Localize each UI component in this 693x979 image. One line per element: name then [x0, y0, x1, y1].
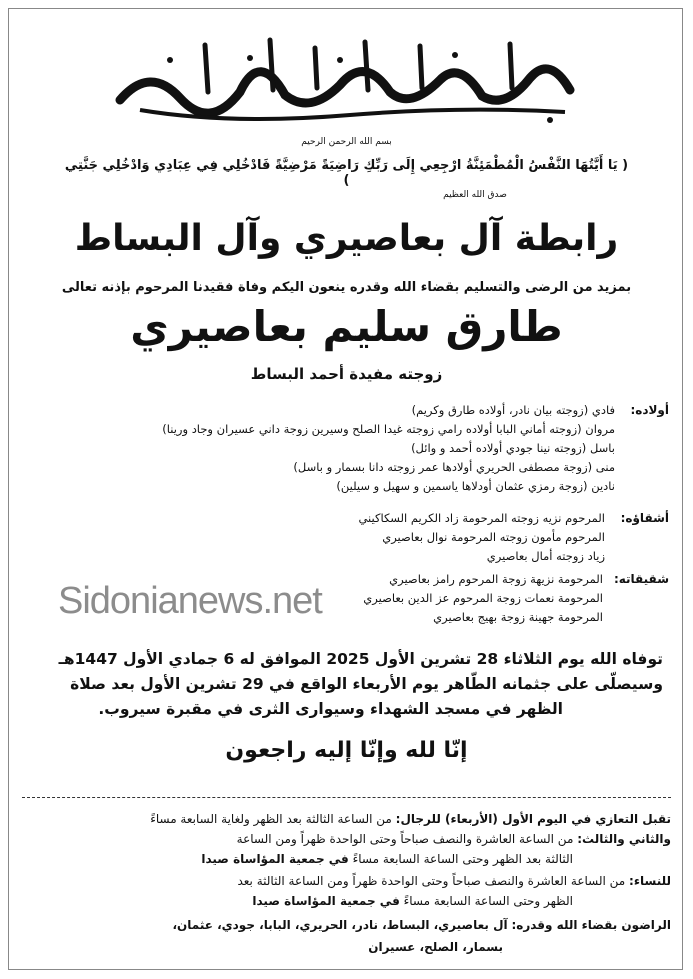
- sadaq-text: صدق الله العظيم: [443, 190, 507, 200]
- condolence-men-time: من الساعة الثالثة بعد الظهر ولغاية السابعة مساءً: [150, 812, 392, 826]
- families-names: آل بعاصيري، البساط، نادر، الحريري، البابا، جودي، عثمان،: [172, 918, 508, 932]
- condolence-women-label: للنساء:: [629, 874, 671, 888]
- basmala: بسم الله الرحمن الرحيم: [301, 137, 392, 147]
- list-item: منى (زوجة مصطفى الحريري أولادها عمر زوجته دانا بسمار و باسل): [293, 460, 615, 474]
- condolence-days-time-2: الثالثة بعد الظهر وحتى الساعة السابعة مساءً: [352, 852, 573, 866]
- calligraphy-header: [110, 30, 580, 130]
- list-item: المرحومة نعمات زوجة المرحوم عز الدين بعاصيري: [363, 591, 603, 605]
- list-item: المرحومة جهينة زوجة بهيج بعاصيري: [433, 610, 603, 624]
- condolence-women: [237, 874, 671, 888]
- quran-verse: ( يَا أَيَّتُهَا النَّفْسُ الْمُطْمَئِنَّةُ ارْجِعِي إِلَى رَبِّكِ رَاضِيَةً مَرْضِيَّةً فَادْخُلِي فِي عِبَادِي وَادْخُلِي جَنَّتِي ): [64, 158, 629, 188]
- brothers-label: أشقاؤه:: [620, 511, 669, 525]
- condolence-days-label: والثاني والثالث:: [577, 832, 671, 846]
- condolence-venue: في جمعية المؤاساة صيدا: [252, 894, 400, 908]
- family-title: رابطة آل بعاصيري وآل البساط: [74, 218, 619, 259]
- announcement: بمزيد من الرضى والتسليم بقضاء الله وقدره ينعون اليكم وفاة فقيدنا المرحوم بإذنه تعالى: [61, 280, 632, 295]
- sisters-label: شقيقاته:: [613, 572, 669, 586]
- list-item: المرحومة نزيهة زوجة المرحوم رامز بعاصيري: [389, 572, 603, 586]
- families-label: الراضون بقضاء الله وقدره:: [511, 918, 671, 932]
- condolence-women-time: من الساعة العاشرة والنصف صباحاً وحتى الواحدة ظهراً ومن الساعة الثالثة بعد: [237, 874, 626, 888]
- death-info-line: وسيصلّى على جثمانه الطّاهر يوم الأربعاء الواقع في 29 تشرين الأول بعد صلاة: [70, 675, 663, 693]
- list-item: باسل (زوجته نينا جودي أولاده أحمد و وائل): [411, 441, 615, 455]
- wife-line: زوجته مفيدة أحمد البساط: [250, 365, 443, 383]
- families-line-2: [368, 940, 503, 954]
- condolence-days-time: من الساعة العاشرة والنصف صباحاً وحتى الواحدة ظهراً ومن الساعة: [236, 832, 574, 846]
- families-names-2: بسمار، الصلح، عسيران: [368, 940, 503, 954]
- list-item: نادين (زوجة رمزي عثمان أودلاها ياسمين و سهيل و سيلين): [336, 479, 615, 493]
- deceased-name: طارق سليم بعاصيري: [130, 302, 563, 351]
- condolence-men-label: تقبل التعازي في اليوم الأول (الأربعاء) للرجال:: [395, 812, 671, 826]
- watermark: Sidonianews.net: [58, 580, 322, 622]
- death-info-line: توفاه الله يوم الثلاثاء 28 تشرين الأول 2025 الموافق له 6 جمادي الأول 1447هـ: [58, 650, 663, 668]
- children-label: أولاده:: [630, 403, 669, 417]
- list-item: مروان (زوجته أماني البابا أولاده رامي زوجته غيدا الصلح وسيرين زوجة داني عسيران وجاد ورينا): [162, 422, 615, 436]
- condolence-men: [150, 812, 671, 826]
- condolence-venue: في جمعية المؤاساة صيدا: [201, 852, 349, 866]
- condolence-women-time-2: الظهر وحتى الساعة السابعة مساءً: [403, 894, 573, 908]
- list-item: المرحوم مأمون زوجته المرحومة نوال بعاصيري: [382, 530, 605, 544]
- list-item: فادي (زوجته بيان نادر، أولاده طارق وكريم): [411, 403, 615, 417]
- children-list: [162, 403, 615, 498]
- list-item: زياد زوجته أمال بعاصيري: [486, 549, 605, 563]
- condolence-days: [237, 832, 671, 846]
- death-info-line: الظهر في مسجد الشهداء وسيوارى الثرى في مقبرة سيروب.: [98, 700, 563, 718]
- inna-lillah: إنّا لله وإنّا إليه راجعون: [225, 738, 468, 763]
- condolence-days-place: [201, 852, 573, 866]
- sisters-list: [363, 572, 603, 629]
- families-line: [172, 918, 671, 932]
- divider: [22, 797, 671, 798]
- condolence-women-place: [252, 894, 573, 908]
- list-item: المرحوم نزيه زوجته المرحومة زاد الكريم السكاكيني: [358, 511, 605, 525]
- brothers-list: [358, 511, 605, 568]
